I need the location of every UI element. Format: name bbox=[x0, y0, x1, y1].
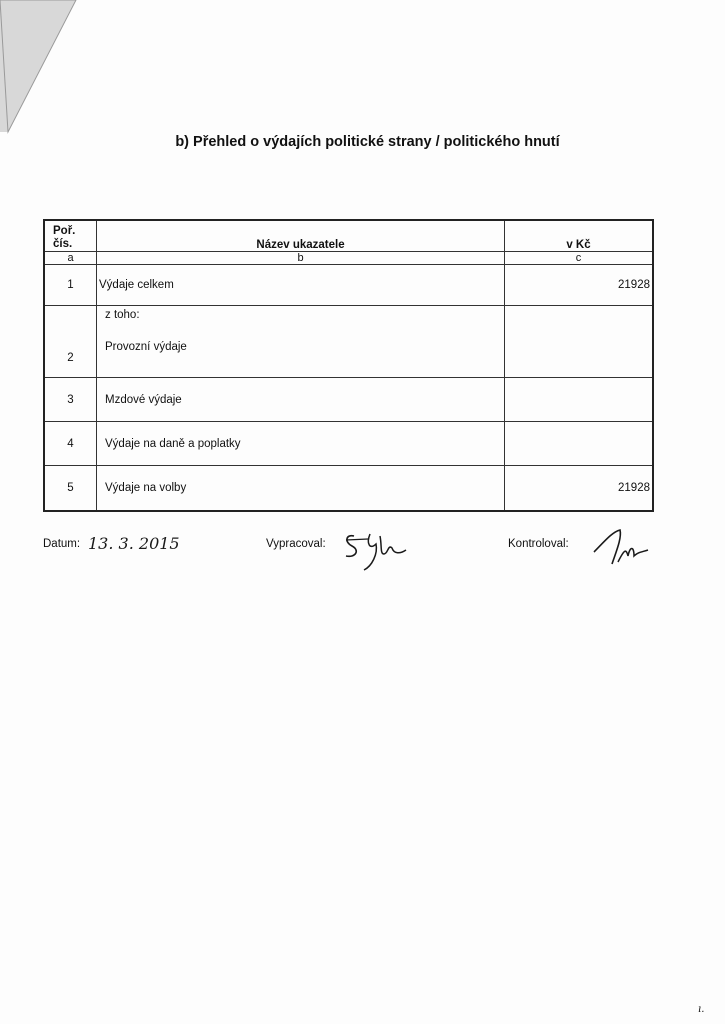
subheader-b: b bbox=[97, 252, 505, 265]
row-value: 21928 bbox=[505, 265, 654, 306]
folded-corner-shadow bbox=[0, 0, 80, 140]
row-value bbox=[505, 306, 654, 378]
table-header-row bbox=[44, 220, 653, 252]
table-row bbox=[44, 422, 653, 466]
table-subheader-row bbox=[44, 252, 653, 265]
prepared-by-label: Vypracoval: bbox=[266, 538, 326, 550]
date-label: Datum: bbox=[43, 538, 81, 550]
table-row bbox=[44, 378, 653, 422]
row-number: 1 bbox=[44, 265, 97, 306]
row-number: 4 bbox=[44, 422, 97, 466]
table-row bbox=[44, 306, 653, 378]
row-label: Výdaje na daně a poplatky bbox=[97, 422, 505, 466]
header-col-name: Název ukazatele bbox=[97, 220, 505, 252]
handwritten-date: 13. 3. 2015 bbox=[88, 534, 180, 553]
row-value bbox=[505, 422, 654, 466]
header-col-value: v Kč bbox=[505, 220, 654, 252]
row-number: 2 bbox=[44, 306, 97, 378]
checked-by-label: Kontroloval: bbox=[508, 538, 569, 550]
page-corner-mark: ı. bbox=[698, 1004, 705, 1015]
table-row bbox=[44, 265, 653, 306]
row-value bbox=[505, 378, 654, 422]
row-number: 5 bbox=[44, 466, 97, 512]
header-col-number bbox=[44, 220, 97, 252]
checked-by-signature bbox=[590, 522, 660, 572]
page-title: b) Přehled o výdajích politické strany / politického hnutí bbox=[175, 134, 560, 150]
row-note: z toho: bbox=[105, 309, 140, 321]
prepared-by-signature bbox=[340, 526, 410, 576]
header-col-number-line2: čís. bbox=[53, 238, 73, 250]
row-label: Provozní výdaje bbox=[105, 341, 187, 353]
row-value: 21928 bbox=[505, 466, 654, 512]
subheader-c: c bbox=[505, 252, 654, 265]
row-label: Mzdové výdaje bbox=[97, 378, 505, 422]
expenses-table bbox=[43, 219, 654, 512]
header-col-number-line1: Poř. bbox=[53, 225, 76, 237]
table-row bbox=[44, 466, 653, 512]
row-label-cell bbox=[97, 306, 505, 378]
row-number: 3 bbox=[44, 378, 97, 422]
row-label: Výdaje na volby bbox=[97, 466, 505, 512]
row-label: Výdaje celkem bbox=[97, 265, 505, 306]
subheader-a: a bbox=[44, 252, 97, 265]
